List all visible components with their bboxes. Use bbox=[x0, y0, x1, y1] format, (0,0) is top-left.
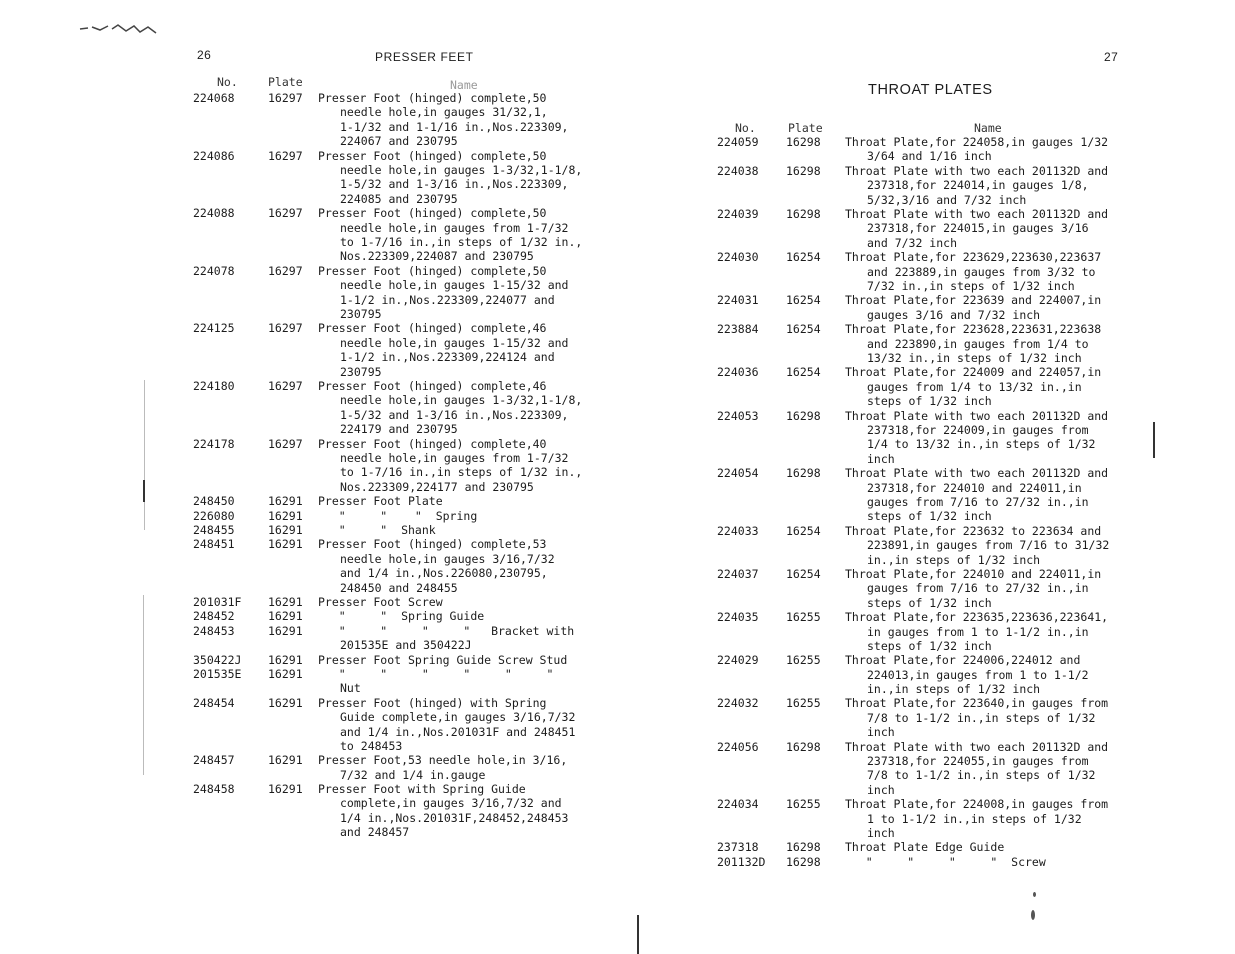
part-name bbox=[318, 91, 568, 149]
plate-number: 16298 bbox=[786, 163, 821, 178]
scan-edge-mark bbox=[143, 480, 145, 502]
part-name-line: 1/4 to 13/32 in.,in steps of 1/32 bbox=[867, 437, 1096, 452]
plate-number: 16298 bbox=[786, 135, 821, 149]
part-name-line: needle hole,in gauges from 1-7/32 bbox=[340, 220, 569, 235]
plate-number: 16254 bbox=[786, 365, 821, 380]
plate-number: 16291 bbox=[268, 666, 303, 681]
part-name-line: 1-1/32 and 1-1/16 in.,Nos.223309, bbox=[340, 119, 569, 134]
part-name-line: and 7/32 inch bbox=[867, 235, 958, 250]
part-name-line: 237318,for 224014,in gauges 1/8, bbox=[867, 178, 1089, 193]
part-name-line: Nos.223309,224177 and 230795 bbox=[340, 479, 534, 494]
part-name bbox=[845, 207, 1108, 250]
table-row bbox=[717, 135, 1217, 164]
plate-number: 16298 bbox=[786, 840, 821, 855]
page-number-left: 26 bbox=[197, 48, 212, 62]
part-name bbox=[318, 206, 582, 264]
part-name-line: 224179 and 230795 bbox=[340, 422, 458, 437]
part-name bbox=[845, 365, 1101, 408]
part-name-line: 237318,for 224009,in gauges from bbox=[867, 422, 1089, 437]
table-row bbox=[717, 365, 1217, 408]
column-header-name: Name bbox=[450, 78, 478, 92]
table-row bbox=[717, 610, 1217, 653]
plate-number: 16254 bbox=[786, 293, 821, 308]
part-number: 248454 bbox=[193, 695, 235, 710]
part-number: 224035 bbox=[717, 610, 759, 625]
presser-feet-parts-list bbox=[193, 91, 613, 840]
plate-number: 16298 bbox=[786, 854, 821, 869]
plate-number: 16255 bbox=[786, 696, 821, 711]
plate-number: 16297 bbox=[268, 378, 303, 393]
part-name-line: Presser Foot (hinged) complete,53 bbox=[318, 537, 547, 552]
part-number: 248451 bbox=[193, 537, 235, 552]
part-number: 224180 bbox=[193, 378, 235, 393]
table-row bbox=[193, 782, 613, 840]
throat-plates-parts-list bbox=[717, 135, 1217, 869]
part-number: 224038 bbox=[717, 163, 759, 178]
part-name-line: Throat Plate,for 224009 and 224057,in bbox=[845, 365, 1102, 380]
part-name bbox=[845, 653, 1089, 696]
part-name bbox=[318, 624, 574, 653]
part-name bbox=[318, 437, 582, 495]
part-name-line: Throat Plate,for 223629,223630,223637 bbox=[845, 250, 1102, 265]
part-number: 224029 bbox=[717, 653, 759, 668]
table-row bbox=[717, 840, 1217, 854]
part-number: 248453 bbox=[193, 623, 235, 638]
part-name-line: Presser Foot (hinged) complete,40 bbox=[318, 436, 547, 451]
table-row bbox=[193, 509, 613, 523]
part-name-line: in.,in steps of 1/32 inch bbox=[867, 682, 1041, 697]
part-number: 248452 bbox=[193, 609, 235, 624]
plate-number: 16297 bbox=[268, 148, 303, 163]
part-name bbox=[318, 494, 443, 508]
plate-number: 16291 bbox=[268, 782, 303, 797]
part-name-line: Throat Plate with two each 201132D and bbox=[845, 408, 1109, 423]
part-number: 248455 bbox=[193, 522, 235, 537]
part-name-line: Throat Plate,for 223632 to 223634 and bbox=[845, 523, 1102, 538]
table-row bbox=[193, 264, 613, 322]
part-name bbox=[318, 753, 567, 782]
table-row bbox=[193, 653, 613, 667]
table-row bbox=[717, 164, 1217, 207]
table-row bbox=[717, 250, 1217, 293]
part-name-line: Presser Foot Screw bbox=[318, 594, 443, 609]
part-name-line: steps of 1/32 inch bbox=[867, 509, 992, 524]
table-row bbox=[193, 696, 613, 754]
right-page bbox=[618, 0, 1235, 954]
part-name-line: Presser Foot (hinged) complete,46 bbox=[318, 378, 547, 393]
part-name-line: 1-5/32 and 1-3/16 in.,Nos.223309, bbox=[340, 407, 569, 422]
plate-number: 16254 bbox=[786, 523, 821, 538]
scan-noise-icon bbox=[78, 22, 158, 30]
table-row bbox=[717, 696, 1217, 739]
table-row bbox=[717, 855, 1217, 869]
part-number: 224178 bbox=[193, 436, 235, 451]
part-name bbox=[845, 797, 1108, 840]
part-number: 224056 bbox=[717, 739, 759, 754]
plate-number: 16291 bbox=[268, 609, 303, 624]
part-number: 224068 bbox=[193, 91, 235, 105]
part-name-line: 237318,for 224010 and 224011,in bbox=[867, 480, 1082, 495]
part-name-line: 230795 bbox=[340, 307, 382, 321]
part-number: 201535E bbox=[193, 666, 242, 681]
page-title-right: THROAT PLATES bbox=[868, 82, 993, 98]
plate-number: 16254 bbox=[786, 250, 821, 265]
part-name-line: inch bbox=[867, 782, 895, 797]
part-name bbox=[845, 322, 1101, 365]
part-name-line: 224013,in gauges from 1 to 1-1/2 bbox=[867, 667, 1089, 682]
plate-number: 16254 bbox=[786, 322, 821, 337]
part-name-line: needle hole,in gauges 1-3/32,1-1/8, bbox=[340, 393, 583, 408]
table-row bbox=[717, 740, 1217, 798]
part-name bbox=[845, 696, 1108, 739]
part-name bbox=[845, 250, 1101, 293]
part-name bbox=[318, 149, 582, 207]
table-row bbox=[717, 322, 1217, 365]
table-row bbox=[193, 437, 613, 495]
part-name-line: Presser Foot (hinged) complete,50 bbox=[318, 206, 547, 221]
plate-number: 16298 bbox=[786, 206, 821, 221]
table-row bbox=[717, 653, 1217, 696]
part-name-line: needle hole,in gauges 1-15/32 and bbox=[340, 278, 569, 293]
column-header-plate: Plate bbox=[788, 121, 823, 135]
part-name-line: complete,in gauges 3/16,7/32 and bbox=[340, 796, 562, 811]
part-name-line: Throat Plate Edge Guide bbox=[845, 840, 1005, 855]
part-name-line: Throat Plate,for 223640,in gauges from bbox=[845, 696, 1109, 711]
part-name-line: " " " Spring bbox=[318, 508, 478, 523]
table-row bbox=[193, 523, 613, 537]
part-number: 224125 bbox=[193, 321, 235, 336]
part-name-line: Presser Foot (hinged) complete,46 bbox=[318, 321, 547, 336]
part-name-line: 7/32 and 1/4 in.gauge bbox=[340, 767, 486, 782]
part-number: 248450 bbox=[193, 494, 235, 509]
part-name-line: Presser Foot (hinged) complete,50 bbox=[318, 148, 547, 163]
part-name-line: 1/4 in.,Nos.201031F,248452,248453 bbox=[340, 810, 569, 825]
plate-number: 16255 bbox=[786, 797, 821, 812]
part-name-line: Throat Plate with two each 201132D and bbox=[845, 163, 1109, 178]
plate-number: 16297 bbox=[268, 321, 303, 336]
plate-number: 16255 bbox=[786, 653, 821, 668]
part-name-line: steps of 1/32 inch bbox=[867, 638, 992, 653]
part-name bbox=[318, 264, 568, 322]
part-name-line: 7/8 to 1-1/2 in.,in steps of 1/32 bbox=[867, 768, 1096, 783]
plate-number: 16291 bbox=[268, 522, 303, 537]
part-number: 223884 bbox=[717, 322, 759, 337]
part-name-line: Throat Plate,for 224058,in gauges 1/32 bbox=[845, 135, 1109, 149]
part-name-line: 248450 and 248455 bbox=[340, 580, 458, 595]
part-name bbox=[318, 609, 484, 623]
part-number: 226080 bbox=[193, 508, 235, 523]
table-row bbox=[193, 753, 613, 782]
plate-number: 16298 bbox=[786, 466, 821, 481]
table-row bbox=[193, 91, 613, 149]
part-name bbox=[318, 321, 568, 379]
part-name bbox=[845, 840, 1004, 854]
part-name-line: 201535E and 350422J bbox=[340, 638, 472, 653]
part-number: 224039 bbox=[717, 206, 759, 221]
table-row bbox=[193, 537, 613, 595]
table-row bbox=[717, 293, 1217, 322]
part-number: 224037 bbox=[717, 566, 759, 581]
part-name-line: 224067 and 230795 bbox=[340, 134, 458, 149]
plate-number: 16297 bbox=[268, 206, 303, 221]
scan-edge-mark bbox=[143, 595, 144, 775]
page-title-left: PRESSER FEET bbox=[375, 50, 474, 64]
part-name-line: steps of 1/32 inch bbox=[867, 595, 992, 610]
part-name-line: 5/32,3/16 and 7/32 inch bbox=[867, 192, 1027, 207]
part-name-line: Presser Foot with Spring Guide bbox=[318, 782, 526, 797]
part-name-line: 237318,for 224055,in gauges from bbox=[867, 754, 1089, 769]
part-name bbox=[845, 610, 1108, 653]
part-name-line: " " " " " " bbox=[318, 666, 554, 681]
part-number: 224088 bbox=[193, 206, 235, 221]
part-name-line: 7/8 to 1-1/2 in.,in steps of 1/32 bbox=[867, 710, 1096, 725]
table-row bbox=[717, 466, 1217, 524]
part-name-line: to 248453 bbox=[340, 738, 403, 753]
part-number: 237318 bbox=[717, 840, 759, 855]
part-name-line: Throat Plate,for 223635,223636,223641, bbox=[845, 610, 1109, 625]
part-name-line: Throat Plate,for 224006,224012 and bbox=[845, 653, 1081, 668]
part-name-line: and 223889,in gauges from 3/32 to bbox=[867, 264, 1096, 279]
part-name-line: Throat Plate with two each 201132D and bbox=[845, 206, 1109, 221]
part-number: 224030 bbox=[717, 250, 759, 265]
part-name-line: gauges from 7/16 to 27/32 in.,in bbox=[867, 581, 1089, 596]
column-header-no: No. bbox=[735, 121, 756, 135]
table-row bbox=[193, 595, 613, 609]
plate-number: 16297 bbox=[268, 436, 303, 451]
part-name-line: to 1-7/16 in.,in steps of 1/32 in., bbox=[340, 465, 583, 480]
part-name-line: Presser Foot (hinged) with Spring bbox=[318, 695, 547, 710]
part-number: 224078 bbox=[193, 263, 235, 278]
part-name-line: inch bbox=[867, 826, 895, 841]
table-row bbox=[717, 567, 1217, 610]
table-row bbox=[193, 609, 613, 623]
part-name-line: inch bbox=[867, 725, 895, 740]
part-name-line: " " Shank bbox=[318, 522, 436, 537]
plate-number: 16297 bbox=[268, 263, 303, 278]
part-number: 201031F bbox=[193, 594, 242, 609]
part-number: 224059 bbox=[717, 135, 759, 149]
part-name-line: needle hole,in gauges 1-3/32,1-1/8, bbox=[340, 163, 583, 177]
part-name-line: Guide complete,in gauges 3/16,7/32 bbox=[340, 710, 576, 725]
scan-edge-mark bbox=[1153, 422, 1155, 458]
table-row bbox=[717, 409, 1217, 467]
part-name bbox=[845, 524, 1109, 567]
plate-number: 16291 bbox=[268, 494, 303, 509]
part-name-line: Throat Plate,for 223628,223631,223638 bbox=[845, 322, 1102, 337]
part-number: 201132D bbox=[717, 854, 766, 869]
part-name-line: to 1-7/16 in.,in steps of 1/32 in., bbox=[340, 235, 583, 249]
part-name-line: inch bbox=[867, 451, 895, 466]
part-name bbox=[845, 567, 1101, 610]
part-name-line: and 223890,in gauges from 1/4 to bbox=[867, 336, 1089, 351]
table-row bbox=[193, 379, 613, 437]
plate-number: 16254 bbox=[786, 566, 821, 581]
part-name-line: " " " " Bracket with bbox=[318, 623, 575, 638]
part-name-line: needle hole,in gauges 31/32,1, bbox=[340, 105, 548, 120]
part-name-line: " " Spring Guide bbox=[318, 609, 485, 624]
table-row bbox=[717, 207, 1217, 250]
part-number: 224034 bbox=[717, 797, 759, 812]
part-name bbox=[318, 696, 575, 754]
plate-number: 16291 bbox=[268, 508, 303, 523]
part-name-line: needle hole,in gauges 3/16,7/32 bbox=[340, 551, 555, 566]
part-name-line: gauges from 7/16 to 27/32 in.,in bbox=[867, 494, 1089, 509]
part-name-line: in gauges from 1 to 1-1/2 in.,in bbox=[867, 624, 1089, 639]
part-name-line: needle hole,in gauges from 1-7/32 bbox=[340, 450, 569, 465]
part-name-line: Nos.223309,224087 and 230795 bbox=[340, 249, 534, 264]
part-name bbox=[845, 409, 1108, 467]
part-number: 224031 bbox=[717, 293, 759, 308]
part-name bbox=[845, 164, 1108, 207]
part-name-line: 1-1/2 in.,Nos.223309,224124 and bbox=[340, 350, 555, 365]
part-name-line: 230795 bbox=[340, 364, 382, 379]
part-name-line: 1-1/2 in.,Nos.223309,224077 and bbox=[340, 292, 555, 307]
part-name-line: 224085 and 230795 bbox=[340, 191, 458, 206]
part-name-line: Presser Foot,53 needle hole,in 3/16, bbox=[318, 753, 568, 768]
part-name bbox=[845, 855, 1046, 869]
table-row bbox=[717, 797, 1217, 840]
plate-number: 16298 bbox=[786, 408, 821, 423]
part-name bbox=[845, 466, 1108, 524]
part-number: 224036 bbox=[717, 365, 759, 380]
part-number: 224033 bbox=[717, 523, 759, 538]
table-row bbox=[193, 206, 613, 264]
part-name-line: and 1/4 in.,Nos.201031F and 248451 bbox=[340, 724, 576, 739]
part-name bbox=[318, 537, 555, 595]
part-name-line: Throat Plate with two each 201132D and bbox=[845, 466, 1109, 481]
part-name-line: Throat Plate with two each 201132D and bbox=[845, 739, 1109, 754]
column-header-no: No. bbox=[217, 75, 238, 89]
table-row bbox=[193, 624, 613, 653]
part-name bbox=[318, 667, 553, 696]
part-number: 248458 bbox=[193, 782, 235, 797]
part-name-line: Presser Foot (hinged) complete,50 bbox=[318, 91, 547, 105]
part-name bbox=[845, 293, 1101, 322]
column-header-plate: Plate bbox=[268, 75, 303, 89]
part-name-line: Presser Foot Spring Guide Screw Stud bbox=[318, 652, 568, 667]
part-name-line: 223891,in gauges from 7/16 to 31/32 bbox=[867, 538, 1110, 553]
part-name-line: 237318,for 224015,in gauges 3/16 bbox=[867, 221, 1089, 236]
plate-number: 16291 bbox=[268, 753, 303, 768]
part-name-line: gauges 3/16 and 7/32 inch bbox=[867, 307, 1041, 322]
part-name-line: Presser Foot Plate bbox=[318, 494, 443, 509]
plate-number: 16291 bbox=[268, 695, 303, 710]
part-name-line: steps of 1/32 inch bbox=[867, 394, 992, 409]
column-header-name: Name bbox=[974, 121, 1002, 135]
table-row bbox=[193, 321, 613, 379]
scan-speck bbox=[1031, 910, 1035, 920]
scan-speck bbox=[1033, 892, 1036, 897]
part-name bbox=[318, 509, 477, 523]
part-number: 224054 bbox=[717, 466, 759, 481]
part-name-line: and 1/4 in.,Nos.226080,230795, bbox=[340, 566, 548, 581]
plate-number: 16255 bbox=[786, 610, 821, 625]
part-name bbox=[845, 135, 1108, 164]
part-name-line: 3/64 and 1/16 inch bbox=[867, 149, 992, 164]
plate-number: 16297 bbox=[268, 91, 303, 105]
part-name-line: Throat Plate,for 224010 and 224011,in bbox=[845, 566, 1102, 581]
plate-number: 16298 bbox=[786, 739, 821, 754]
part-name-line: needle hole,in gauges 1-15/32 and bbox=[340, 335, 569, 350]
plate-number: 16291 bbox=[268, 537, 303, 552]
part-name bbox=[845, 740, 1108, 798]
part-name-line: in.,in steps of 1/32 inch bbox=[867, 552, 1041, 567]
part-number: 248457 bbox=[193, 753, 235, 768]
part-name-line: Nut bbox=[340, 681, 361, 696]
part-name bbox=[318, 379, 582, 437]
part-number: 350422J bbox=[193, 652, 242, 667]
part-name-line: Throat Plate,for 223639 and 224007,in bbox=[845, 293, 1102, 308]
part-name bbox=[318, 653, 567, 667]
part-name-line: Presser Foot (hinged) complete,50 bbox=[318, 263, 547, 278]
part-name bbox=[318, 523, 436, 537]
part-name-line: and 248457 bbox=[340, 825, 410, 840]
part-number: 224032 bbox=[717, 696, 759, 711]
part-name bbox=[318, 782, 568, 840]
part-name-line: Throat Plate,for 224008,in gauges from bbox=[845, 797, 1109, 812]
scan-edge-mark bbox=[144, 380, 145, 530]
table-row bbox=[193, 494, 613, 508]
table-row bbox=[193, 667, 613, 696]
part-name-line: 1-5/32 and 1-3/16 in.,Nos.223309, bbox=[340, 177, 569, 192]
plate-number: 16291 bbox=[268, 623, 303, 638]
part-name-line: 7/32 in.,in steps of 1/32 inch bbox=[867, 278, 1075, 293]
part-name-line: " " " " Screw bbox=[845, 854, 1046, 869]
page-number-right: 27 bbox=[1104, 50, 1119, 64]
part-name-line: 13/32 in.,in steps of 1/32 inch bbox=[867, 350, 1082, 365]
table-row bbox=[717, 524, 1217, 567]
part-name bbox=[318, 595, 443, 609]
part-number: 224086 bbox=[193, 148, 235, 163]
plate-number: 16291 bbox=[268, 652, 303, 667]
part-name-line: gauges from 1/4 to 13/32 in.,in bbox=[867, 379, 1082, 394]
part-number: 224053 bbox=[717, 408, 759, 423]
table-row bbox=[193, 149, 613, 207]
part-name-line: 1 to 1-1/2 in.,in steps of 1/32 bbox=[867, 811, 1082, 826]
plate-number: 16291 bbox=[268, 594, 303, 609]
